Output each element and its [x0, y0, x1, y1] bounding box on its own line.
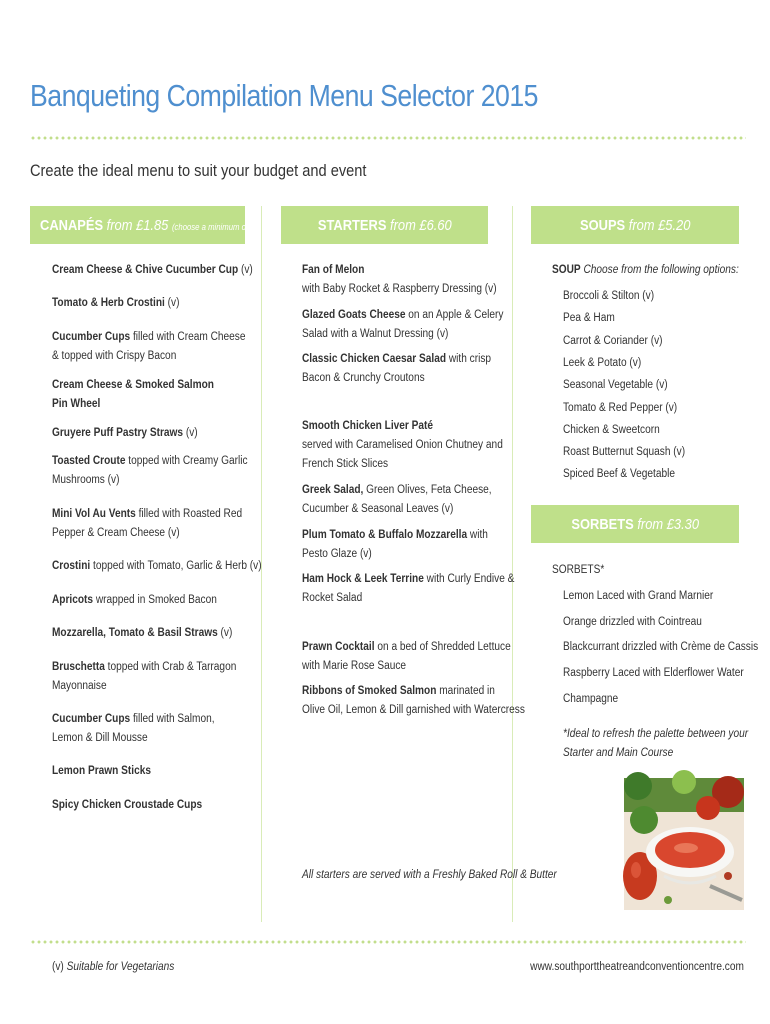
soup-option: Tomato & Red Pepper (v) — [563, 401, 678, 414]
starter-desc-line3: French Stick Slices — [302, 458, 389, 470]
soups-heading: SOUPS — [579, 216, 625, 234]
canape-item — [52, 505, 242, 543]
canape-item — [52, 294, 179, 313]
sorbet-option: Raspberry Laced with Elderflower Water — [563, 667, 744, 680]
starter-desc-line2: Salad with a Walnut Dressing (v) — [302, 328, 449, 340]
dotted-divider-top — [30, 136, 746, 140]
soup-label: SOUP — [552, 264, 581, 276]
canape-name: Bruschetta — [52, 661, 105, 673]
canape-desc: filled with Cream Cheese — [130, 331, 246, 343]
starter-name: Classic Chicken Caesar Salad — [302, 353, 447, 365]
starter-item — [302, 481, 492, 519]
canape-desc: (v) — [164, 297, 180, 309]
sorbet-option: Lemon Laced with Grand Marnier — [563, 590, 714, 602]
page-title: Banqueting Compilation Menu Selector 2015 — [30, 78, 538, 113]
canape-name: Lemon Prawn Sticks — [52, 765, 151, 777]
canape-name: Spicy Chicken Croustade Cups — [52, 799, 203, 811]
column-divider-2 — [512, 206, 513, 922]
canape-name: Apricots — [52, 594, 94, 606]
starter-desc-line2: Olive Oil, Lemon & Dill garnished with Watercress — [302, 704, 525, 716]
canapes-header — [30, 206, 258, 244]
canape-item — [52, 624, 232, 643]
canape-item — [52, 710, 215, 748]
canape-item — [52, 557, 262, 576]
canape-name: Toasted Croute — [52, 455, 126, 467]
canape-item — [52, 762, 151, 781]
starter-desc: with — [467, 529, 488, 541]
starter-desc: on a bed of Shredded Lettuce — [374, 641, 511, 653]
canape-desc: topped with Crab & Tarragon — [104, 661, 237, 673]
sorbet-option: Orange drizzled with Cointreau — [563, 615, 702, 628]
canape-desc-line2: Pepper & Cream Cheese (v) — [52, 527, 180, 539]
starter-desc: with Curly Endive & — [423, 573, 515, 585]
sorbet-option: Champagne — [563, 692, 619, 705]
canape-desc: wrapped in Smoked Bacon — [93, 594, 217, 606]
canape-name: Gruyere Puff Pastry Straws — [52, 427, 184, 439]
soup-intro — [552, 261, 739, 280]
starter-item — [302, 350, 491, 388]
canape-desc: topped with Tomato, Garlic & Herb (v) — [90, 560, 262, 572]
starter-desc: on an Apple & Celery — [405, 309, 504, 321]
soup-intro-text: Choose from the following options: — [580, 264, 739, 276]
sorbets-heading: SORBETS — [571, 515, 634, 533]
starter-desc-line2: Rocket Salad — [302, 592, 363, 604]
soup-option: Pea & Ham — [563, 312, 615, 325]
canape-desc-line2: Pin Wheel — [52, 398, 101, 410]
starter-name: Plum Tomato & Buffalo Mozzarella — [302, 529, 468, 541]
canape-item — [52, 591, 217, 610]
canape-name: Cream Cheese & Chive Cucumber Cup — [52, 264, 239, 276]
dotted-divider-bottom — [30, 940, 746, 944]
starter-desc-line2: Cucumber & Seasonal Leaves (v) — [302, 503, 454, 515]
starter-name: Glazed Goats Cheese — [302, 309, 406, 321]
starter-item — [302, 526, 488, 564]
starter-item — [302, 638, 511, 676]
canape-item — [52, 424, 198, 443]
starter-name: Prawn Cocktail — [302, 641, 375, 653]
canape-name: Cucumber Cups — [52, 713, 131, 725]
canape-item — [52, 658, 236, 696]
canapes-price: from £1.85 — [106, 216, 169, 234]
starter-name: Ribbons of Smoked Salmon — [302, 685, 437, 697]
starter-desc-line2: Bacon & Crunchy Croutons — [302, 372, 425, 384]
canape-item — [52, 376, 214, 414]
canape-desc: (v) — [183, 427, 198, 439]
vegetarian-key — [52, 961, 174, 973]
canape-item — [52, 328, 245, 366]
starter-item — [302, 417, 503, 474]
soups-header — [531, 206, 739, 244]
canape-name: Mini Vol Au Vents — [52, 508, 136, 520]
starter-desc: marinated in — [436, 685, 495, 697]
starter-name: Smooth Chicken Liver Paté — [302, 420, 434, 432]
starter-item — [302, 570, 514, 608]
starters-price: from £6.60 — [389, 216, 452, 234]
vegetarian-text: Suitable for Vegetarians — [63, 961, 175, 973]
starters-footnote: All starters are served with a Freshly Baked Roll & Butter — [302, 869, 557, 881]
soups-price: from £5.20 — [628, 216, 691, 234]
starter-desc-line2: served with Caramelised Onion Chutney and — [302, 439, 503, 451]
page-subtitle: Create the ideal menu to suit your budget and event — [30, 161, 367, 180]
canape-desc: filled with Roasted Red — [135, 508, 243, 520]
soup-option: Broccoli & Stilton (v) — [563, 290, 655, 302]
starter-item — [302, 306, 503, 344]
starters-heading: STARTERS — [317, 216, 387, 234]
canape-name: Cucumber Cups — [52, 331, 131, 343]
sorbets-label: SORBETS* — [552, 564, 605, 576]
canape-desc-line2: Lemon & Dill Mousse — [52, 732, 148, 744]
tomato-soup-photo — [624, 778, 744, 910]
vegetarian-symbol: (v) — [52, 961, 64, 973]
starter-desc-line2: with Baby Rocket & Raspberry Dressing (v) — [302, 283, 497, 295]
starter-item — [302, 261, 497, 299]
soup-option: Chicken & Sweetcorn — [563, 423, 660, 436]
starters-header — [281, 206, 488, 244]
canape-desc-line2: Mushrooms (v) — [52, 474, 120, 486]
soup-option: Spiced Beef & Vegetable — [563, 468, 675, 481]
canape-desc-line2: & topped with Crispy Bacon — [52, 350, 177, 362]
sorbet-option: Blackcurrant drizzled with Crème de Cassis — [563, 641, 759, 654]
canapes-heading: CANAPÉS — [40, 216, 104, 234]
soup-option: Roast Butternut Squash (v) — [563, 446, 686, 459]
sorbets-price: from £3.30 — [637, 515, 699, 533]
canapes-note: (choose a minimum of 4) — [171, 221, 258, 232]
starter-desc: Green Olives, Feta Cheese, — [363, 484, 492, 496]
starter-desc: with crisp — [446, 353, 492, 365]
starter-item — [302, 682, 525, 720]
canape-desc: filled with Salmon, — [130, 713, 215, 725]
canape-item — [52, 261, 253, 280]
soup-option: Carrot & Coriander (v) — [563, 334, 663, 347]
canape-name: Crostini — [52, 560, 91, 572]
canape-item — [52, 452, 248, 490]
starter-desc-line2: with Marie Rose Sauce — [302, 660, 407, 672]
canape-desc: topped with Creamy Garlic — [125, 455, 248, 467]
starter-name: Ham Hock & Leek Terrine — [302, 573, 424, 585]
canape-desc-line2: Mayonnaise — [52, 680, 107, 692]
sorbets-note-line2: Starter and Main Course — [563, 747, 674, 759]
website-link[interactable]: www.southporttheatreandconventioncentre.com — [530, 961, 744, 973]
canape-name: Tomato & Herb Crostini — [52, 297, 165, 309]
canape-desc: (v) — [217, 627, 233, 639]
soup-option: Leek & Potato (v) — [563, 356, 642, 369]
canape-name: Mozzarella, Tomato & Basil Straws — [52, 627, 218, 639]
sorbets-note-line1: *Ideal to refresh the palette between your — [563, 728, 749, 740]
starter-name: Greek Salad, — [302, 484, 364, 496]
canape-item — [52, 796, 202, 815]
canape-name: Cream Cheese & Smoked Salmon — [52, 379, 214, 391]
starter-name: Fan of Melon — [302, 264, 365, 276]
sorbets-header — [531, 505, 739, 543]
canape-desc: (v) — [238, 264, 253, 276]
soup-option: Seasonal Vegetable (v) — [563, 379, 668, 392]
starter-desc-line2: Pesto Glaze (v) — [302, 548, 372, 560]
